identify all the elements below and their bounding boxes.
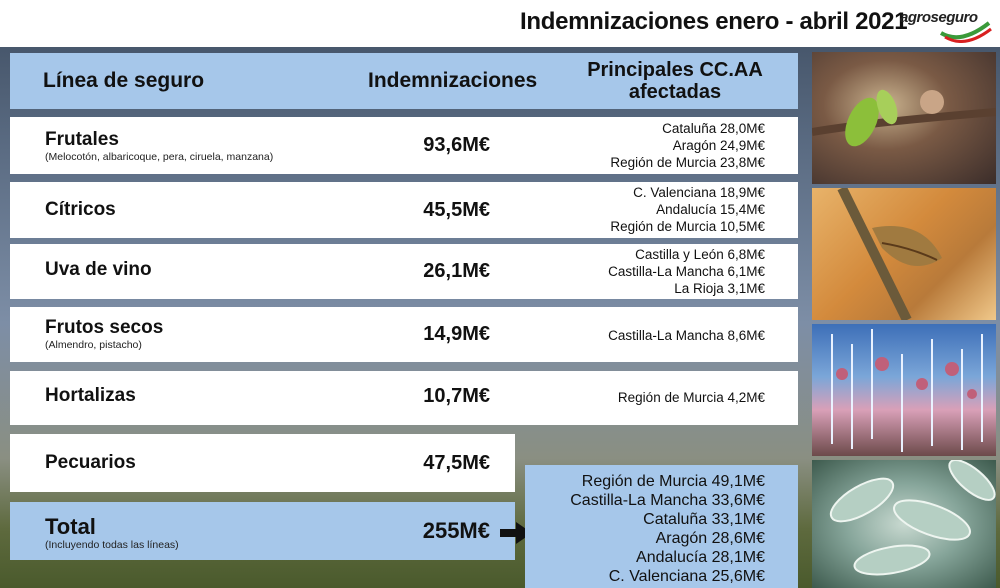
header-cc-aa-line1: Principales CC.AA [587,59,763,81]
region-item: Castilla y León 6,8M€ [635,247,765,262]
table-row-citricos [10,182,798,238]
row-name: Pecuarios [45,452,136,473]
table-header [10,53,798,109]
row-amount: 10,7M€ [423,385,490,407]
logo-text: agroseguro [900,9,978,26]
region-item: Andalucía 28,1M€ [636,549,765,566]
row-regions [610,184,765,235]
row-regions [610,120,765,171]
table-row-uva-de-vino [10,244,798,299]
row-sub: (Melocotón, albaricoque, pera, ciruela, manzana) [45,151,274,163]
photo-frozen-blossom [812,52,996,184]
photo-frosted-leaves [812,460,996,588]
table-row-pecuarios [10,434,515,492]
region-item: C. Valenciana 25,6M€ [608,568,765,585]
logo-swoosh-icon [937,15,995,43]
row-name: Uva de vino [45,259,152,280]
region-item: Andalucía 15,4M€ [656,202,765,217]
total-sub: (Incluyendo todas las líneas) [45,539,179,551]
photo-damaged-leaf [812,188,996,320]
row-name: Cítricos [45,199,116,220]
row-name: Hortalizas [45,385,136,406]
row-amount: 45,5M€ [423,199,490,221]
agroseguro-logo [895,7,995,43]
region-item: Castilla-La Mancha 8,6M€ [608,328,765,343]
photo-iced-tree [812,324,996,456]
region-item: Cataluña 28,0M€ [662,121,765,136]
table-row-frutales [10,117,798,174]
region-item: La Rioja 3,1M€ [674,281,765,296]
region-item: Castilla-La Mancha 6,1M€ [608,264,765,279]
row-regions [608,327,765,344]
row-sub: (Almendro, pistacho) [45,339,142,351]
region-item: Región de Murcia 10,5M€ [610,219,765,234]
region-item: Región de Murcia 49,1M€ [581,473,765,490]
header-line-seguro: Línea de seguro [43,69,205,92]
region-item: Aragón 28,6M€ [655,530,765,547]
total-amount: 255M€ [422,518,490,543]
region-item: Región de Murcia 23,8M€ [610,155,765,170]
region-item: Castilla-La Mancha 33,6M€ [570,492,765,509]
header-cc-aa-line2: afectadas [628,81,722,103]
row-amount: 47,5M€ [423,452,490,474]
top-bar [0,0,1000,47]
region-item: C. Valenciana 18,9M€ [633,185,765,200]
table-row-frutos-secos [10,307,798,362]
row-amount: 26,1M€ [423,260,490,282]
header-indemnizaciones: Indemnizaciones [368,69,538,92]
total-regions-list [570,472,765,586]
total-name: Total [45,514,96,539]
page-title: Indemnizaciones enero - abril 2021 [520,8,908,35]
table-row-hortalizas [10,371,798,425]
row-name: Frutos secos [45,317,164,338]
header-cc-aa [570,59,780,103]
row-regions [618,389,765,406]
row-amount: 93,6M€ [423,134,490,156]
table-row-total [10,502,515,560]
region-item: Región de Murcia 4,2M€ [617,390,765,405]
region-item: Aragón 24,9M€ [672,138,765,153]
region-item: Cataluña 33,1M€ [643,511,765,528]
row-name: Frutales [45,129,119,150]
row-regions [608,246,765,297]
row-amount: 14,9M€ [423,323,490,345]
total-regions-panel [525,465,798,588]
